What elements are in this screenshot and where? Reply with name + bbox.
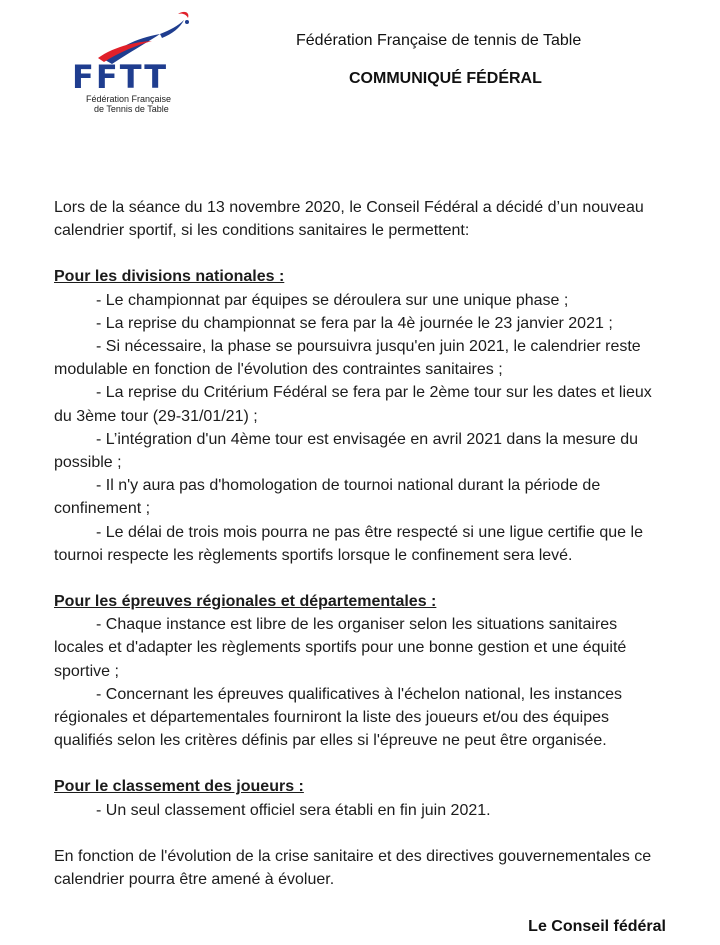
logo-subtitle-line1: Fédération Française — [86, 94, 172, 104]
section-heading-regionales: Pour les épreuves régionales et départementales : — [54, 593, 437, 611]
document-title: COMMUNIQUÉ FÉDÉRAL — [349, 70, 542, 87]
list-item: - Un seul classement officiel sera établi en fin juin 2021. — [96, 801, 491, 819]
list-item: - L’intégration d'un 4ème tour est envisagée en avril 2021 dans la mesure du possible ; — [54, 430, 639, 472]
fftt-logo-mark — [60, 8, 210, 98]
list-item: - Le délai de trois mois pourra ne pas être respecté si une ligue certifie que le tournoi respecte les règlements sportifs lorsque le confinement sera levé. — [54, 523, 643, 564]
list-item: - Chaque instance est libre de les organiser selon les situations sanitaires locales et d'adapter les règlements sportifs pour une bonne gestion et une équité sportive ; — [54, 616, 627, 680]
document-body — [54, 196, 669, 891]
list-item: - Si nécessaire, la phase se poursuivra jusqu'en juin 2021, le calendrier reste modulable en fonction de l'évolution des contraintes sanitaires ; — [54, 338, 641, 379]
section-heading-nationales: Pour les divisions nationales : — [54, 268, 285, 286]
list-item: - Concernant les épreuves qualificatives à l'échelon national, les instances régionales et départementales fourniront la liste des joueurs et/ou des équipes qualifiés selon les critères définis par elles si l'épreuve ne peut être organisée. — [54, 685, 623, 750]
list-item: - La reprise du championnat se fera par la 4è journée le 23 janvier 2021 ; — [96, 314, 613, 332]
list-item: - Le championnat par équipes se déroulera sur une unique phase ; — [96, 291, 569, 309]
organization-name: Fédération Française de tennis de Table — [296, 32, 582, 49]
signature: Le Conseil fédéral — [528, 918, 666, 935]
list-item: - La reprise du Critérium Fédéral se fera par le 2ème tour sur les dates et lieux du 3ème tour (29-31/01/21) ; — [54, 384, 652, 425]
logo-acronym: FFTT — [72, 58, 169, 96]
section-heading-classement: Pour le classement des joueurs : — [54, 778, 304, 796]
list-item: - Il n'y aura pas d'homologation de tournoi national durant la période de confinement ; — [54, 477, 601, 518]
logo-subtitle-line2: de Tennis de Table — [94, 104, 169, 114]
intro-paragraph: Lors de la séance du 13 novembre 2020, le Conseil Fédéral a décidé d’un nouveau calendrier sportif, si les conditions sanitaires le permettent: — [54, 199, 644, 240]
conclusion-paragraph: En fonction de l'évolution de la crise sanitaire et des directives gouvernementales ce calendrier pourra être amené à évoluer. — [54, 847, 652, 889]
fftt-logo — [60, 8, 210, 118]
